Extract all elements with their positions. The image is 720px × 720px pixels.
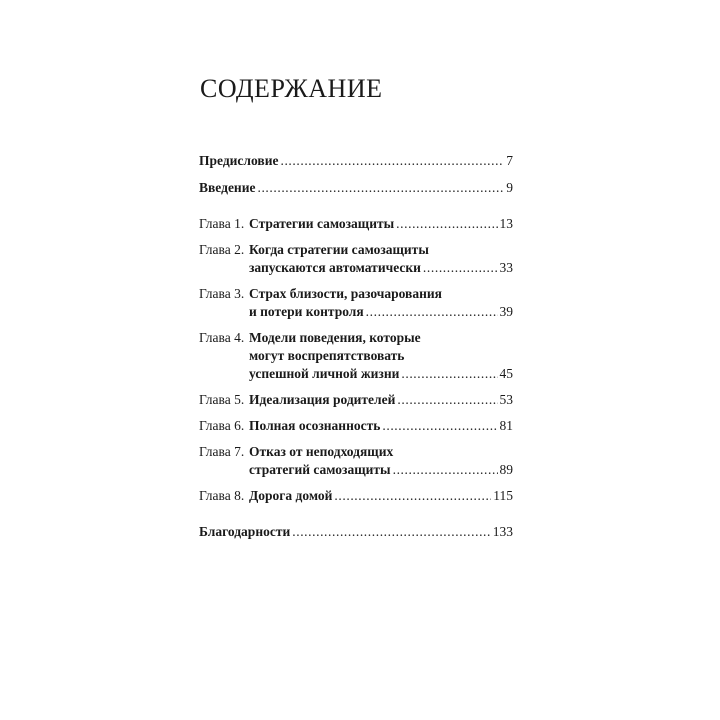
toc-page-number: 9 <box>506 180 513 195</box>
toc-page-number: 89 <box>499 462 513 477</box>
toc-page-number: 81 <box>499 418 513 433</box>
toc-entry-chapter-3 <box>199 285 513 321</box>
toc-entry-chapter-2 <box>199 241 513 277</box>
toc-entry-title: Благодарности <box>199 524 291 539</box>
dot-leader <box>366 303 498 321</box>
chapter-label: Глава 8. <box>199 488 245 503</box>
chapter-title-line: и потери контроля <box>249 304 364 319</box>
chapter-title-line: Идеализация родителей <box>249 392 396 407</box>
chapter-label: Глава 4. <box>199 330 245 345</box>
toc-page-number: 53 <box>499 392 513 407</box>
toc-page-number: 45 <box>499 366 513 381</box>
toc-page-number: 7 <box>506 153 513 168</box>
toc-entry-title: Введение <box>199 180 256 195</box>
dot-leader <box>292 523 491 541</box>
chapter-title-line: Когда стратегии самозащиты <box>249 242 429 257</box>
chapter-title-line: Дорога домой <box>249 488 333 503</box>
toc-entry-preface <box>199 152 513 170</box>
toc-entry-chapter-6 <box>199 417 513 435</box>
toc-page-number: 33 <box>499 260 513 275</box>
dot-leader <box>334 487 491 505</box>
chapter-title-line: запускаются автоматически <box>249 260 421 275</box>
chapter-title-line: Отказ от неподходящих <box>249 444 394 459</box>
toc-entry-chapter-8 <box>199 487 513 505</box>
page-title: СОДЕРЖАНИЕ <box>200 74 383 103</box>
chapter-label: Глава 6. <box>199 418 245 433</box>
chapter-title-line: могут воспрепятствовать <box>249 348 405 363</box>
dot-leader <box>257 179 504 197</box>
toc-entry-chapter-5 <box>199 391 513 409</box>
dot-leader <box>397 391 497 409</box>
chapter-title-line: успешной личной жизни <box>249 366 400 381</box>
dot-leader <box>423 259 498 277</box>
dot-leader <box>396 215 497 233</box>
toc-page-number: 115 <box>493 488 513 503</box>
chapter-label: Глава 7. <box>199 444 245 459</box>
toc-entry-chapter-7 <box>199 443 513 479</box>
chapter-label: Глава 2. <box>199 242 245 257</box>
chapter-label: Глава 1. <box>199 216 245 231</box>
chapter-title-line: стратегий самозащиты <box>249 462 391 477</box>
toc-page-number: 39 <box>499 304 513 319</box>
toc-entry-introduction <box>199 179 513 197</box>
dot-leader <box>382 417 497 435</box>
chapter-label: Глава 3. <box>199 286 245 301</box>
chapter-title-line: Страх близости, разочарования <box>249 286 442 301</box>
dot-leader <box>401 365 497 383</box>
toc-entry-title: Предисловие <box>199 153 279 168</box>
chapter-title-line: Полная осознанность <box>249 418 381 433</box>
toc-entry-chapter-1 <box>199 215 513 233</box>
toc-page-number: 133 <box>492 524 513 539</box>
toc-page-number: 13 <box>499 216 513 231</box>
dot-leader <box>280 152 504 170</box>
toc-entry-acknowledgements <box>199 523 513 541</box>
toc-entry-chapter-4 <box>199 329 513 383</box>
table-of-contents <box>199 150 513 541</box>
chapter-label: Глава 5. <box>199 392 245 407</box>
chapter-title-line: Модели поведения, которые <box>249 330 421 345</box>
dot-leader <box>393 461 498 479</box>
chapter-title-line: Стратегии самозащиты <box>249 216 395 231</box>
